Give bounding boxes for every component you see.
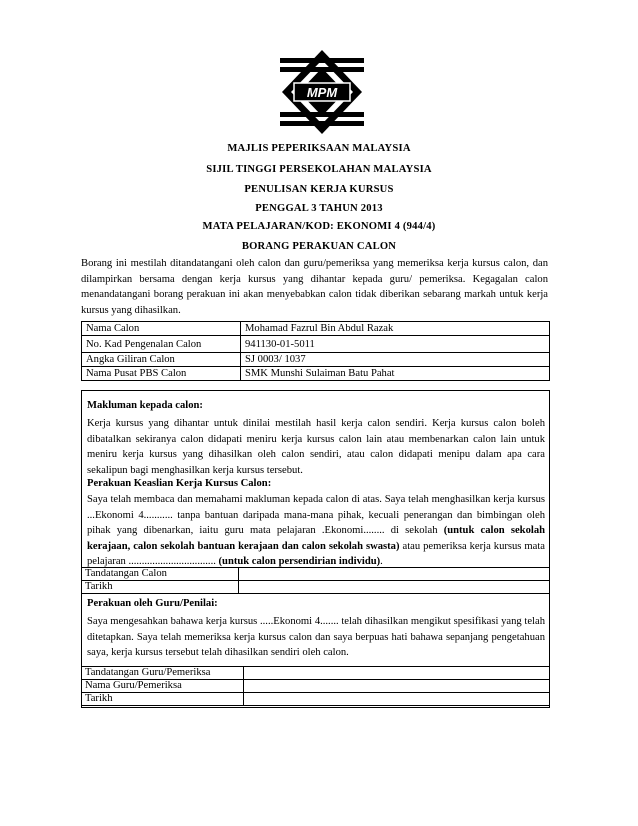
keaslian-text-1: Saya telah membaca dan memahami makluman kepada calon di atas. Saya telah menghasilkan kerja kursus ...Ekonomi 4........... tanpa bantuan daripada mana-mana pihak, kecuali penerangan dan bimbingan oleh pihak yang dibenarkan, iaitu guru mata pelajaran .Ekonomi........ di sekolah <box>87 494 545 536</box>
keaslian-bold-2: (untuk calon persendirian individu) <box>218 556 381 567</box>
keaslian-text-2: atau pemeriksa kerja kursus mata pelajaran ................................. <box>87 540 545 567</box>
table-row <box>82 667 550 680</box>
guru-title: Perakuan oleh Guru/Penilai: <box>87 598 218 609</box>
table-row <box>82 353 550 367</box>
declaration-box <box>81 390 550 708</box>
table-row <box>82 367 550 381</box>
row-value: Mohamad Fazrul Bin Abdul Razak <box>241 322 550 336</box>
table-row <box>82 322 550 336</box>
header-line-5: MATA PELAJARAN/KOD: EKONOMI 4 (944/4) <box>202 221 436 232</box>
candidate-info-table <box>81 321 550 381</box>
guru-body: Saya mengesahkan bahawa kerja kursus .....Ekonomi 4....... telah dihasilkan mengikut spesifikasi yang telah ditetapkan. Saya telah memeriksa kerja kursus calon dan saya berpuas hati bahawa sepanjang pengetahuan saya, kerja kursus tersebut telah dihasilkan sendiri oleh calon. <box>87 616 545 658</box>
row-label: Angka Giliran Calon <box>82 353 241 367</box>
teacher-date-field[interactable] <box>244 693 550 706</box>
header-line-6: BORANG PERAKUAN CALON <box>241 241 397 252</box>
row-label: No. Kad Pengenalan Calon <box>82 336 241 353</box>
candidate-signature-field[interactable] <box>239 568 550 581</box>
table-row <box>82 581 550 594</box>
teacher-name-field[interactable] <box>244 680 550 693</box>
intro-paragraph: Borang ini mestilah ditandatangani oleh calon dan guru/pemeriksa yang memeriksa kerja kursus calon, dan dilampirkan bersama dengan kerja kursus yang dihantar kepada guru/ pemeriksa. Kegagalan calon menandatangani borang perakuan ini akan menyebabkan calon tidak diberikan sebarang markah untuk kerja kursus yang dihasilkan. <box>81 258 548 316</box>
sign-label: Nama Guru/Pemeriksa <box>82 680 244 693</box>
teacher-sign-table <box>81 666 550 706</box>
candidate-sign-table <box>81 567 550 594</box>
header-line-4: PENGGAL 3 TAHUN 2013 <box>255 203 383 214</box>
row-value: 941130-01-5011 <box>241 336 550 353</box>
keaslian-end: . <box>380 556 383 567</box>
sign-label: Tarikh <box>82 693 244 706</box>
header-line-3: PENULISAN KERJA KURSUS <box>244 184 394 195</box>
table-row <box>82 680 550 693</box>
sign-label: Tarikh <box>82 581 239 594</box>
maklumat-body: Kerja kursus yang dihantar untuk dinilai mestilah hasil kerja calon sendiri. Kerja kursus calon boleh dibatalkan sekiranya calon didapati meniru kerja kursus calon lain atau membenarkan calon lain untuk meniru kerja kursus yang dihasilkan oleh calon sendiri, atau calon didapati menipu dalam apa cara sekalipun bagi menghasilkan kerja kursus tersebut. <box>87 418 545 476</box>
keaslian-title: Perakuan Keaslian Kerja Kursus Calon: <box>87 478 272 489</box>
keaslian-bold-1: (untuk calon sekolah kerajaan, calon sekolah bantuan kerajaan dan calon sekolah swasta) <box>87 525 546 552</box>
header-line-2: SIJIL TINGGI PERSEKOLAHAN MALAYSIA <box>206 164 432 175</box>
mpm-logo <box>280 48 364 136</box>
row-value: SJ 0003/ 1037 <box>241 353 550 367</box>
row-label: Nama Pusat PBS Calon <box>82 367 241 381</box>
logo-text: MPM <box>306 85 338 100</box>
keaslian-body <box>87 492 545 570</box>
teacher-signature-field[interactable] <box>244 667 550 680</box>
table-row <box>82 568 550 581</box>
candidate-date-field[interactable] <box>239 581 550 594</box>
table-row <box>82 336 550 353</box>
row-value: SMK Munshi Sulaiman Batu Pahat <box>241 367 550 381</box>
header-line-1: MAJLIS PEPERIKSAAN MALAYSIA <box>227 143 411 154</box>
maklumat-title: Makluman kepada calon: <box>87 400 203 411</box>
table-row <box>82 693 550 706</box>
sign-label: Tandatangan Calon <box>82 568 239 581</box>
row-label: Nama Calon <box>82 322 241 336</box>
sign-label: Tandatangan Guru/Pemeriksa <box>82 667 244 680</box>
